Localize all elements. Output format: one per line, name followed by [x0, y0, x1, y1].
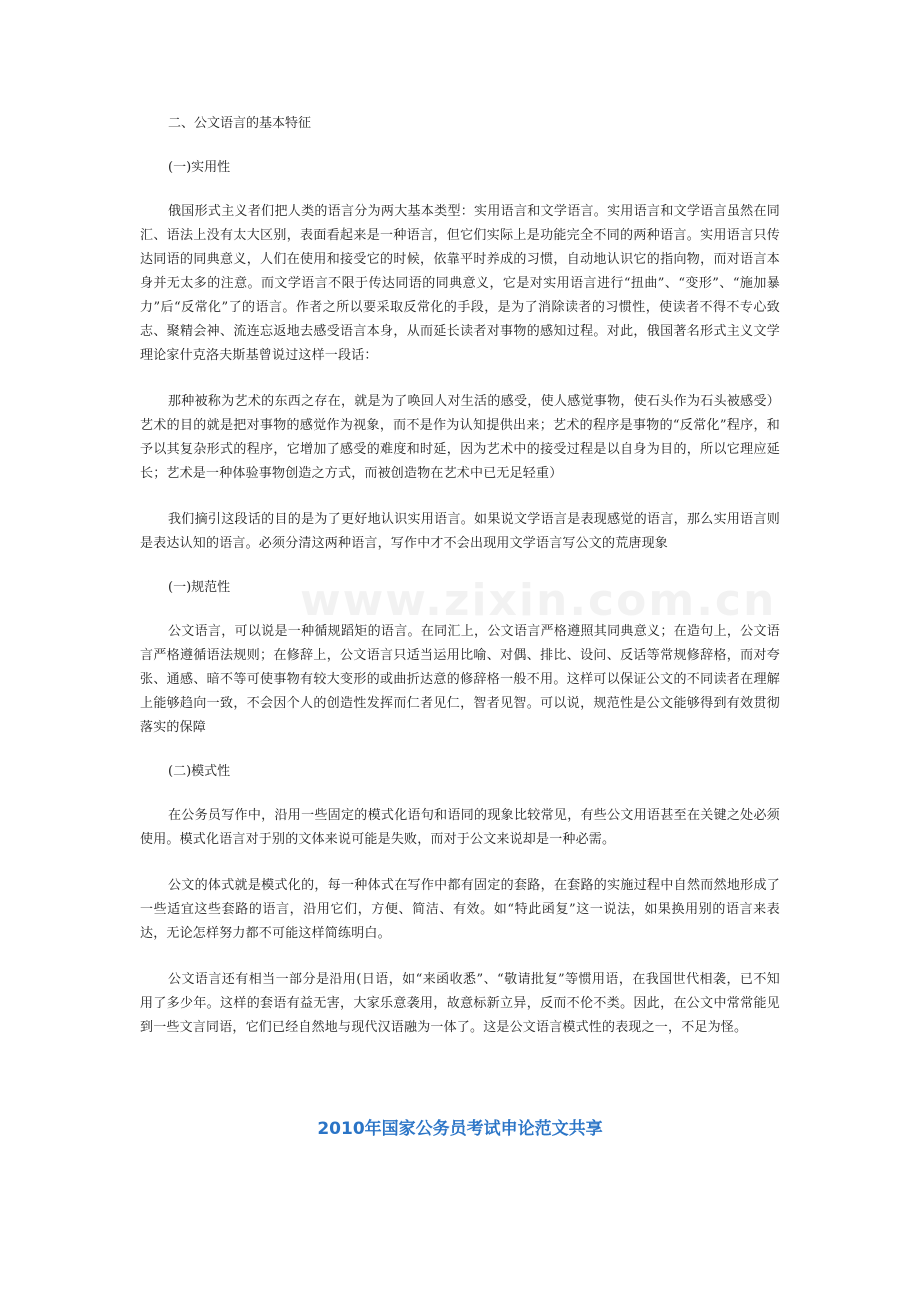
paragraph-practicality-1: 俄国形式主义者们把人类的语言分为两大基本类型：实用语言和文学语言。实用语言和文学语言虽然在同汇、语法上没有太大区别，表面看起来是一种语言，但它们实际上是功能完全不同的两种语言。实用语言只传达同语的同典意义，人们在使用和接受它的时候，依靠平时养成的习惯，自动地认识它的指向物，而对语言本身并无太多的注意。而文学语言不限于传达同语的同典意义，它是对实用语言进行“扭曲”、“变形”、“施加暴力”后“反常化”了的语言。作者之所以要采取反常化的手段，是为了消除读者的习惯性，使读者不得不专心致志、聚精会神、流连忘返地去感受语言本身，从而延长读者对事物的感知过程。对此，俄国著名形式主义文学理论家什克洛夫斯基曾说过这样一段话：	[140, 204, 780, 363]
paragraph-pattern-1: 在公务员写作中，沿用一些固定的模式化语句和语同的现象比较常见，有些公文用语甚至在关键之处必须使用。模式化语言对于别的文体来说可能是失败，而对于公文来说却是一种必需。	[140, 808, 780, 847]
subsection-title-practicality: (一)实用性	[168, 160, 231, 175]
subsection-title-pattern: (二)模式性	[168, 764, 231, 779]
subsection-title-normativity: (一)规范性	[168, 580, 231, 595]
document-body	[140, 112, 780, 1040]
paragraph-practicality-2: 我们摘引这段话的目的是为了更好地认识实用语言。如果说文学语言是表现感觉的语言，那么实用语言则是表达认知的语言。必须分清这两种语言，写作中才不会出现用文学语言写公文的荒唐现象	[140, 512, 780, 551]
section-title: 二、公文语言的基本特征	[168, 116, 312, 131]
paragraph-pattern-3: 公文语言还有相当一部分是沿用(日语，如“来函收悉”、“敬请批复”等惯用语，在我国世代相袭，已不知用了多少年。这样的套语有益无害，大家乐意袭用，故意标新立异，反而不伦不类。因此，在公文中常常能见到一些文言同语，它们已经自然地与现代汉语融为一体了。这是公文语言模式性的表现之一，不足为怪。	[140, 972, 780, 1035]
exam-essay-link[interactable]: 2010年国家公务员考试申论范文共享	[317, 1119, 603, 1139]
paragraph-pattern-2: 公文的体式就是模式化的，每一种体式在写作中都有固定的套路，在套路的实施过程中自然而然地形成了一些适宜这些套路的语言，沿用它们，方便、简洁、有效。如“特此函复”这一说法，如果换用别的语言来表达，无论怎样努力都不可能这样简练明白。	[140, 878, 780, 941]
paragraph-normativity: 公文语言，可以说是一种循规蹈矩的语言。在同汇上，公文语言严格遵照其同典意义；在造句上，公文语言严格遵循语法规则；在修辞上，公文语言只适当运用比喻、对偶、排比、设问、反话等常规修辞格，而对夸张、通感、暗不等可使事物有较大变形的或曲折达意的修辞格一般不用。这样可以保证公文的不同读者在理解上能够趋向一致，不会因个人的创造性发挥而仁者见仁，智者见智。可以说，规范性是公文能够得到有效贯彻落实的保障	[140, 624, 780, 735]
quote-paragraph: 那种被称为艺术的东西之存在，就是为了唤回人对生活的感受，使人感觉事物，使石头作为石头被感受）艺术的目的就是把对事物的感觉作为视象，而不是作为认知提供出来；艺术的程序是事物的“反常化”程序，和予以其复杂形式的程序，它增加了感受的难度和时延，因为艺术中的接受过程是以自身为目的，所以它理应延长；艺术是一种体验事物创造之方式，而被创造物在艺术中已无足轻重）	[140, 394, 780, 481]
watermark: www.zixin.com.cn	[300, 575, 777, 626]
